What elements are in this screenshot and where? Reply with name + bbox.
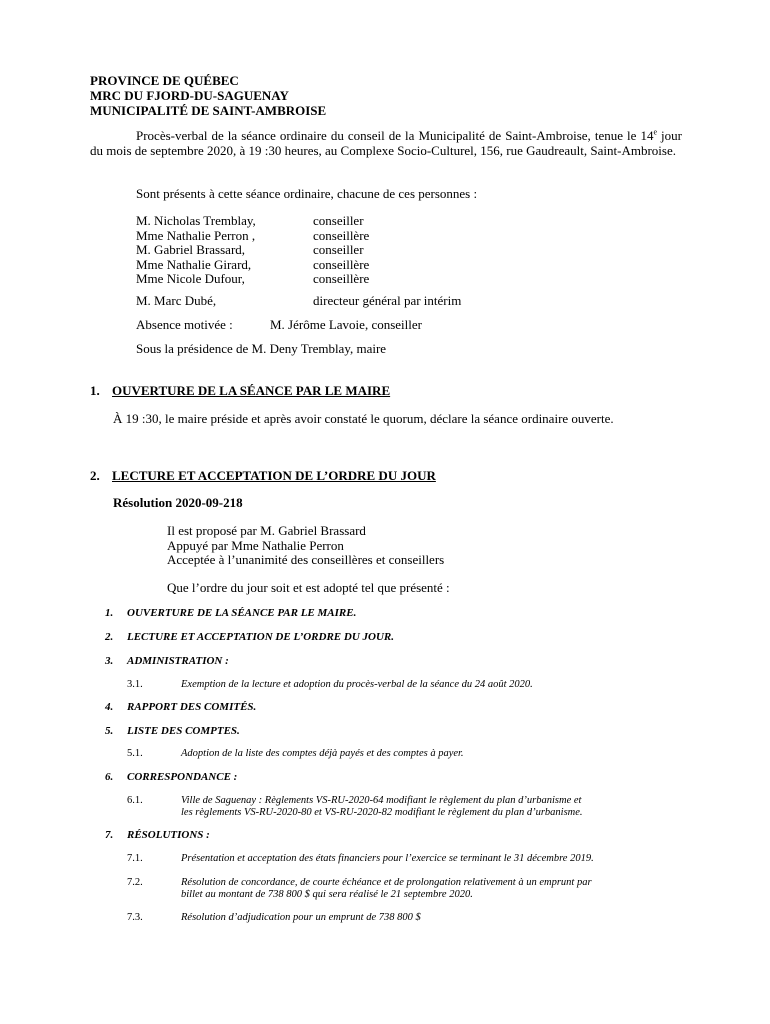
member-name: Mme Nathalie Girard, (136, 257, 252, 272)
section-1-text: À 19 :30, le maire préside et après avoir constaté le quorum, déclare la séance ordinaire ouverte. (113, 411, 614, 426)
agenda-item-text: RÉSOLUTIONS : (127, 829, 210, 841)
presents-intro: Sont présents à cette séance ordinaire, chacune de ces personnes : (136, 186, 478, 201)
agenda-subitem-number: 7.1. (127, 853, 143, 864)
header-province: PROVINCE DE QUÉBEC (90, 73, 239, 88)
section-1-title: OUVERTURE DE LA SÉANCE PAR LE MAIRE (112, 383, 391, 398)
header-mrc: MRC DU FJORD-DU-SAGUENAY (90, 88, 289, 103)
member-role: conseillère (313, 257, 370, 272)
intro-text-part2: jour du mois de septembre 2020, à 19 :30 heures, au Complexe Socio-Culturel, 156, rue Gaudreault, Saint-Ambroise. (90, 128, 682, 158)
member-name: M. Nicholas Tremblay, (136, 213, 256, 228)
agenda-subitem-number: 3.1. (127, 679, 143, 690)
intro-superscript: e (653, 127, 658, 137)
agenda-subitem-number: 7.2. (127, 877, 143, 888)
member-name: M. Gabriel Brassard, (136, 242, 246, 257)
agenda-subitem-number: 6.1. (127, 795, 143, 806)
member-role: conseiller (313, 213, 364, 228)
presidence-line: Sous la présidence de M. Deny Tremblay, maire (136, 341, 387, 356)
agenda-item-number: 4. (105, 701, 114, 713)
member-name: Mme Nicole Dufour, (136, 271, 245, 286)
document-header (90, 73, 326, 118)
agenda-adopted-line: Que l’ordre du jour soit et est adopté tel que présenté : (167, 580, 450, 595)
absence-label: Absence motivée : (136, 317, 233, 332)
accepted-line: Acceptée à l’unanimité des conseillères et conseillers (167, 552, 445, 567)
section-1-number: 1. (90, 383, 100, 398)
member-role: conseillère (313, 228, 370, 243)
proposed-by: Il est proposé par M. Gabriel Brassard (167, 523, 366, 538)
agenda-item-text: OUVERTURE DE LA SÉANCE PAR LE MAIRE. (127, 607, 357, 619)
agenda-item-text: CORRESPONDANCE : (127, 771, 238, 783)
section-2-number: 2. (90, 468, 100, 483)
resolution-number: Résolution 2020-09-218 (113, 495, 243, 510)
seconded-by: Appuyé par Mme Nathalie Perron (167, 538, 344, 553)
member-name: Mme Nathalie Perron , (136, 228, 256, 243)
agenda-item-number: 3. (105, 655, 114, 667)
agenda-item-number: 6. (105, 771, 114, 783)
agenda-item-text: RAPPORT DES COMITÉS. (127, 701, 257, 713)
director-name: M. Marc Dubé, (136, 293, 217, 308)
agenda-subitem-number: 7.3. (127, 912, 143, 923)
agenda-subitem-text: les règlements VS-RU-2020-80 et VS-RU-2020-82 modifiant le règlement du plan d’urbanisme. (181, 807, 583, 818)
agenda-subitem-text: Exemption de la lecture et adoption du procès-verbal de la séance du 24 août 2020. (181, 679, 533, 690)
intro-paragraph (90, 128, 682, 158)
agenda-subitem-text: Résolution de concordance, de courte échéance et de prolongation relativement à un emprunt par (181, 877, 592, 888)
member-role: conseillère (313, 271, 370, 286)
member-role: conseiller (313, 242, 364, 257)
agenda-item-number: 1. (105, 607, 114, 619)
header-municipality: MUNICIPALITÉ DE SAINT-AMBROISE (90, 103, 327, 118)
agenda-subitem-text: Résolution d’adjudication pour un emprunt de 738 800 $ (181, 912, 421, 923)
agenda-item-text: LISTE DES COMPTES. (127, 725, 240, 737)
section-2-heading (90, 468, 436, 483)
absence-value: M. Jérôme Lavoie, conseiller (270, 317, 422, 332)
agenda-item-number: 7. (105, 829, 114, 841)
agenda-item-number: 2. (105, 631, 114, 643)
agenda-subitem-text: Ville de Saguenay : Règlements VS-RU-2020-64 modifiant le règlement du plan d’urbanisme et (181, 795, 582, 806)
agenda-item-text: ADMINISTRATION : (127, 655, 229, 667)
intro-text-part1: Procès-verbal de la séance ordinaire du conseil de la Municipalité de Saint-Ambroise, tenue le 14 (136, 128, 654, 143)
agenda-item-text: LECTURE ET ACCEPTATION DE L’ORDRE DU JOUR. (127, 631, 394, 643)
agenda-subitem-text: Présentation et acceptation des états financiers pour l’exercice se terminant le 31 décembre 2019. (181, 853, 594, 864)
agenda-subitem-text: Adoption de la liste des comptes déjà payés et des comptes à payer. (181, 748, 464, 759)
agenda-subitem-number: 5.1. (127, 748, 143, 759)
director-role: directeur général par intérim (313, 293, 462, 308)
agenda-item-number: 5. (105, 725, 114, 737)
section-2-title: LECTURE ET ACCEPTATION DE L’ORDRE DU JOUR (112, 468, 436, 483)
agenda-subitem-text: billet au montant de 738 800 $ qui sera réalisé le 21 septembre 2020. (181, 889, 473, 900)
section-1-heading (90, 383, 390, 398)
